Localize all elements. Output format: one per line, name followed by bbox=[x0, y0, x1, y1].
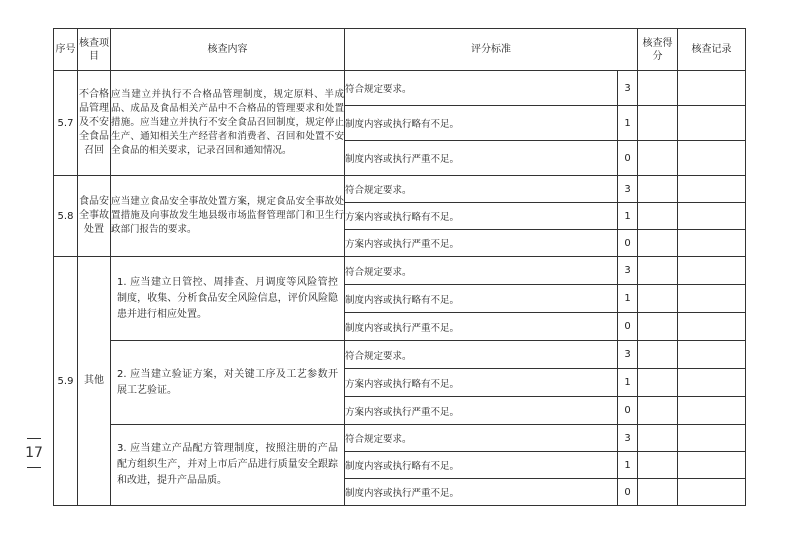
criterion-text: 制度内容或执行略有不足。 bbox=[345, 285, 618, 313]
criterion-points: 0 bbox=[618, 479, 638, 506]
criterion-text: 符合规定要求。 bbox=[345, 71, 618, 106]
criterion-points: 0 bbox=[618, 141, 638, 176]
row-item: 其他 bbox=[78, 257, 111, 506]
criterion-text: 符合规定要求。 bbox=[345, 425, 618, 452]
row-content: 应当建立并执行不合格品管理制度，规定原料、半成品、成品及食品相关产品中不合格品的管理要求和处置措施。应当建立并执行不安全食品召回制度，规定停止生产、通知相关生产经营者和消费者、召回和处置不安全食品的相关要求，记录召回和通知情况。 bbox=[111, 71, 345, 176]
subitem-content: 2. 应当建立验证方案，对关键工序及工艺参数开展工艺验证。 bbox=[111, 341, 345, 425]
record-cell[interactable] bbox=[678, 425, 746, 452]
record-cell[interactable] bbox=[678, 230, 746, 257]
header-item: 核查项目 bbox=[78, 29, 111, 71]
header-record: 核查记录 bbox=[678, 29, 746, 71]
criterion-points: 3 bbox=[618, 341, 638, 369]
criterion-points: 3 bbox=[618, 176, 638, 203]
score-cell[interactable] bbox=[638, 106, 678, 141]
record-cell[interactable] bbox=[678, 203, 746, 230]
page-number-value: 17 bbox=[25, 445, 43, 461]
score-cell[interactable] bbox=[638, 257, 678, 285]
score-cell[interactable] bbox=[638, 230, 678, 257]
criterion-points: 0 bbox=[618, 313, 638, 341]
row-item: 食品安全事故处置 bbox=[78, 176, 111, 257]
criterion-text: 制度内容或执行略有不足。 bbox=[345, 452, 618, 479]
criterion-text: 制度内容或执行严重不足。 bbox=[345, 141, 618, 176]
record-cell[interactable] bbox=[678, 71, 746, 106]
score-cell[interactable] bbox=[638, 479, 678, 506]
inspection-table bbox=[53, 28, 746, 506]
criterion-points: 1 bbox=[618, 285, 638, 313]
row-content: 应当建立食品安全事故处置方案，规定食品安全事故处置措施及向事故发生地县级市场监督管理部门和卫生行政部门报告的要求。 bbox=[111, 176, 345, 257]
criterion-points: 1 bbox=[618, 106, 638, 141]
criterion-text: 方案内容或执行严重不足。 bbox=[345, 230, 618, 257]
table-header-row bbox=[54, 29, 746, 71]
criterion-text: 符合规定要求。 bbox=[345, 257, 618, 285]
header-standard: 评分标准 bbox=[345, 29, 638, 71]
subitem-content: 3. 应当建立产品配方管理制度，按照注册的产品配方组织生产，并对上市后产品进行质量安全跟踪和改进，提升产品品质。 bbox=[111, 425, 345, 506]
criterion-text: 制度内容或执行严重不足。 bbox=[345, 313, 618, 341]
row-seq: 5.8 bbox=[54, 176, 78, 257]
header-score: 核查得分 bbox=[638, 29, 678, 71]
score-cell[interactable] bbox=[638, 313, 678, 341]
table-row bbox=[54, 425, 746, 452]
criterion-text: 制度内容或执行严重不足。 bbox=[345, 479, 618, 506]
row-item: 不合格品管理及不安全食品召回 bbox=[78, 71, 111, 176]
score-cell[interactable] bbox=[638, 397, 678, 425]
table-row bbox=[54, 71, 746, 106]
record-cell[interactable] bbox=[678, 257, 746, 285]
criterion-text: 方案内容或执行严重不足。 bbox=[345, 397, 618, 425]
record-cell[interactable] bbox=[678, 479, 746, 506]
score-cell[interactable] bbox=[638, 141, 678, 176]
record-cell[interactable] bbox=[678, 369, 746, 397]
score-cell[interactable] bbox=[638, 203, 678, 230]
record-cell[interactable] bbox=[678, 452, 746, 479]
table-row bbox=[54, 257, 746, 285]
score-cell[interactable] bbox=[638, 176, 678, 203]
criterion-text: 方案内容或执行略有不足。 bbox=[345, 369, 618, 397]
page-number-bar-top bbox=[27, 438, 41, 439]
page-number-bar-bottom bbox=[27, 467, 41, 468]
criterion-points: 3 bbox=[618, 257, 638, 285]
row-seq: 5.9 bbox=[54, 257, 78, 506]
score-cell[interactable] bbox=[638, 71, 678, 106]
criterion-points: 0 bbox=[618, 397, 638, 425]
criterion-text: 符合规定要求。 bbox=[345, 176, 618, 203]
criterion-points: 1 bbox=[618, 203, 638, 230]
criterion-text: 制度内容或执行略有不足。 bbox=[345, 106, 618, 141]
criterion-text: 符合规定要求。 bbox=[345, 341, 618, 369]
subitem-content: 1. 应当建立日管控、周排查、月调度等风险管控制度，收集、分析食品安全风险信息，评价风险隐患并进行相应处置。 bbox=[111, 257, 345, 341]
header-seq: 序号 bbox=[54, 29, 78, 71]
score-cell[interactable] bbox=[638, 452, 678, 479]
criterion-points: 3 bbox=[618, 425, 638, 452]
criterion-points: 3 bbox=[618, 71, 638, 106]
record-cell[interactable] bbox=[678, 176, 746, 203]
score-cell[interactable] bbox=[638, 369, 678, 397]
score-cell[interactable] bbox=[638, 285, 678, 313]
record-cell[interactable] bbox=[678, 397, 746, 425]
row-seq: 5.7 bbox=[54, 71, 78, 176]
record-cell[interactable] bbox=[678, 341, 746, 369]
criterion-points: 1 bbox=[618, 452, 638, 479]
page-number bbox=[22, 438, 46, 468]
criterion-text: 方案内容或执行略有不足。 bbox=[345, 203, 618, 230]
header-content: 核查内容 bbox=[111, 29, 345, 71]
record-cell[interactable] bbox=[678, 313, 746, 341]
record-cell[interactable] bbox=[678, 141, 746, 176]
record-cell[interactable] bbox=[678, 106, 746, 141]
score-cell[interactable] bbox=[638, 425, 678, 452]
table-row bbox=[54, 341, 746, 369]
record-cell[interactable] bbox=[678, 285, 746, 313]
criterion-points: 1 bbox=[618, 369, 638, 397]
table-row bbox=[54, 176, 746, 203]
criterion-points: 0 bbox=[618, 230, 638, 257]
score-cell[interactable] bbox=[638, 341, 678, 369]
